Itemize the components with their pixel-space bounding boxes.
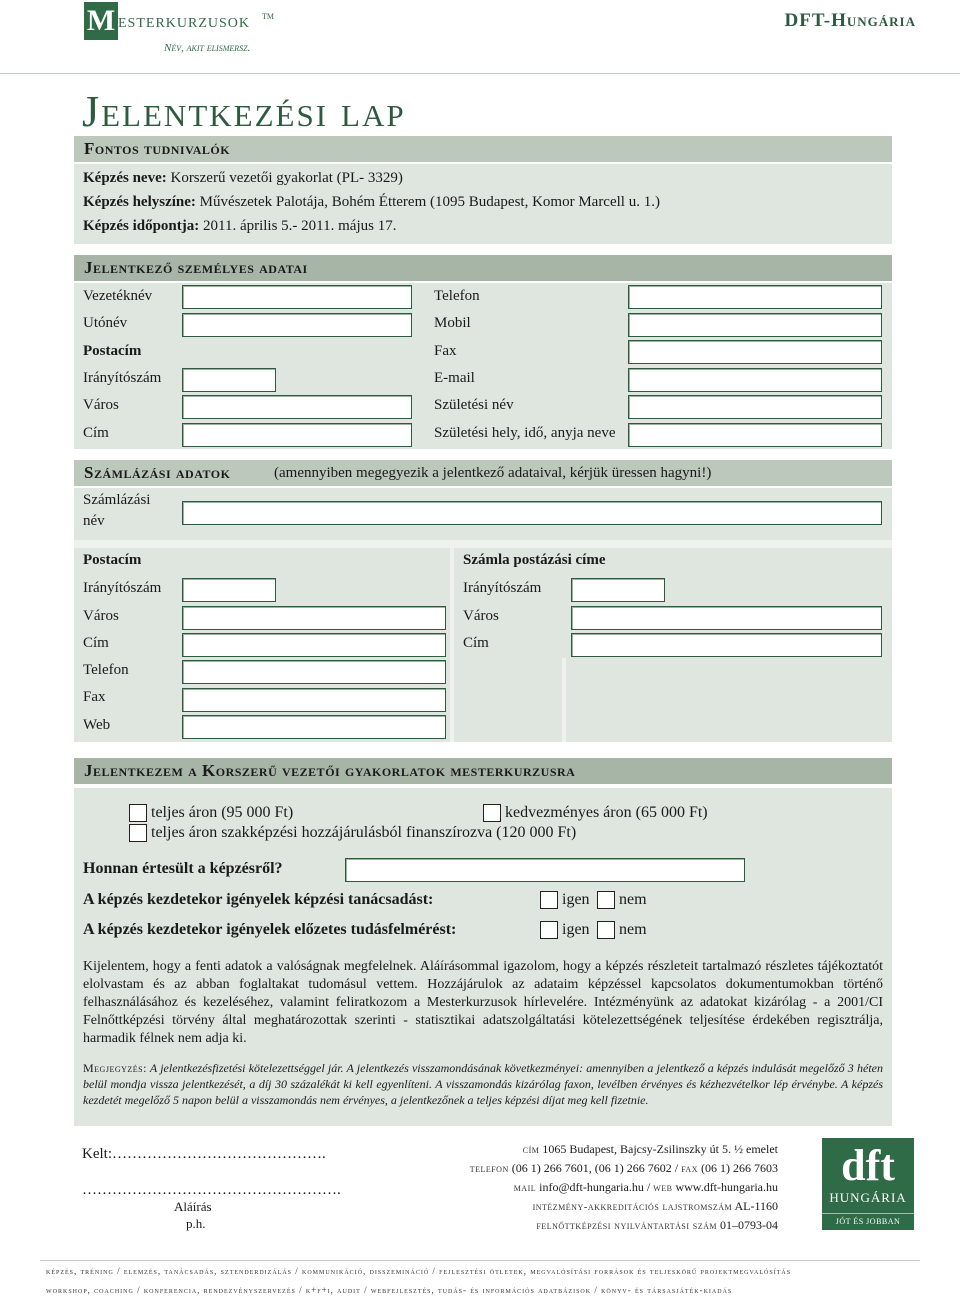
billing-label-varos: Város [83,608,119,624]
vezeteknev-input[interactable] [182,285,412,309]
declaration-text: Kijelentem, hogy a fenti adatok a valóságnak megfelelnek. Aláírásommal igazolom, hogy a képzés részleteit tartalmazó részletes tájékoztatót elolvastam és az abban foglaltakat tudomásul vettem. Hozzájárulok az adataim képzéssel kapcsolatos dokumentumokban történő felhasználásához és kezeléséhez, valamint feliratkozom a Mesterkurzusok hírlevelére. Intézményünk az adatokat kizárólag - a 2001/CI Felnőttképzési törvény által meghatározottak szerinti - statisztikai adatszolgáltatási kötelezettségének teljesítése érdekében regisztrálja, harmadik félnek nem adja ki. [83,959,883,1046]
label-cim: Cím [83,425,109,441]
consulting-yes-checkbox[interactable] [540,891,558,909]
consulting-yes-label: igen [562,891,590,908]
signature-line: ……………………………………………. [82,1182,341,1198]
section-heading-billing: Számlázási adatok (amennyiben megegyezik a jelentkező adataival, kérjük üressen hagyni!) [74,460,892,486]
contact-address: cím 1065 Budapest, Bajcsy-Zsilinszky út 5. ½ emelet [522,1142,778,1156]
label-fax: Fax [434,343,457,359]
mobil-input[interactable] [628,313,882,337]
email-input[interactable] [628,368,882,392]
personal-panel [74,283,892,449]
logo-text: esterkurzusok [118,10,251,32]
label-email: E-mail [434,370,475,386]
page-title: Jelentkezési lap [82,87,406,136]
varos-input[interactable] [182,395,412,419]
szamlazasi-nev-input[interactable] [182,501,882,525]
invoice-cim-input[interactable] [571,633,882,657]
invoice-label-varos: Város [463,608,499,624]
label-szuletesi-hely: Születési hely, idő, anyja neve [434,425,616,441]
billing-cim-input[interactable] [182,633,446,657]
szuletesi-hely-input[interactable] [628,423,882,447]
page-header [0,0,960,74]
option-discount-checkbox[interactable] [483,804,501,822]
label-mobil: Mobil [434,315,471,331]
dft-hungaria-logo: dft HUNGÁRIA JÓT ÉS JOBBAN [822,1138,914,1230]
assessment-no-label: nem [619,921,647,938]
option-funded-checkbox[interactable] [129,824,147,842]
label-szuletesi-nev: Születési név [434,397,514,413]
szuletesi-nev-input[interactable] [628,395,882,419]
label-telefon: Telefon [434,288,480,304]
source-question: Honnan értesült a képzésről? [83,860,283,877]
cim-input[interactable] [182,423,412,447]
logo-slogan: Név, akit elismersz. [164,42,251,54]
invoice-label-cim: Cím [463,635,489,651]
billing-note: (amennyiben megegyezik a jelentkező adataival, kérjük üressen hagyni!) [274,465,712,481]
source-input[interactable] [345,858,745,882]
billing-label-web: Web [83,717,111,733]
invoice-address-heading: Számla postázási címe [463,552,606,568]
billing-panel [74,488,892,742]
info-row-name: Képzés neve: Korszerű vezetői gyakorlat (PL- 3329) [83,170,403,186]
contact-mail: mail info@dft-hungaria.hu / web www.dft-hungaria.hu [513,1180,778,1194]
billing-label-telefon: Telefon [83,662,129,678]
assessment-yes-checkbox[interactable] [540,921,558,939]
option-full-price-checkbox[interactable] [129,804,147,822]
label-iranyitoszam: Irányítószám [83,370,162,386]
label-szamlazasi-nev: Számlázási [83,492,151,508]
label-vezeteknev: Vezetéknév [83,288,153,304]
iranyitoszam-input[interactable] [182,368,276,392]
brand-right: DFT-Hungária [784,10,916,31]
services-line-2: workshop, coaching / konferencia, rendezvényszervezés / k+f+i, audit / webfejlesztés, tudás- és információs adatbázisok / könyv- és társasjáték-kiadás [46,1285,733,1295]
enroll-panel [74,788,892,1126]
contact-phone: telefon (06 1) 266 7601, (06 1) 266 7602 / fax (06 1) 266 7603 [469,1161,778,1175]
utonev-input[interactable] [182,313,412,337]
label-varos: Város [83,397,119,413]
signature-label: Aláírás [174,1199,212,1214]
invoice-label-irsz: Irányítószám [463,580,542,596]
fax-input[interactable] [628,340,882,364]
assessment-no-checkbox[interactable] [597,921,615,939]
label-postacim: Postacím [83,343,142,359]
section-heading-fontos: Fontos tudnivalók [74,136,892,162]
billing-label-cim: Cím [83,635,109,651]
services-line-1: képzés, tréning / elemzés, tanácsadás, sztenderdizálás / kommunikáció, disszemináció / fejlesztési ötletek, megvalósítási források és teljeskörű projektmegvalósítás [46,1266,792,1276]
invoice-irsz-input[interactable] [571,578,665,602]
section-heading-personal: Jelentkező személyes adatai [74,255,892,281]
section-heading-enroll: Jelentkezem a Korszerű vezetői gyakorlatok mesterkurzusra [74,758,892,784]
label-szamlazasi-nev-2: név [83,513,105,529]
kelt-line: Kelt:……………………………………. [82,1146,326,1162]
mesterkurzusok-logo: M [84,2,118,40]
option-discount-label: kedvezményes áron (65 000 Ft) [505,804,708,821]
billing-varos-input[interactable] [182,606,446,630]
label-utonev: Utónév [83,315,128,331]
fontos-panel [74,164,892,244]
logo-trademark: TM [262,12,274,21]
info-row-place: Képzés helyszíne: Művészetek Palotája, Bohém Étterem (1095 Budapest, Komor Marcell u. 1.) [83,194,660,210]
billing-telefon-input[interactable] [182,660,446,684]
assessment-yes-label: igen [562,921,590,938]
invoice-varos-input[interactable] [571,606,882,630]
question-assessment: A képzés kezdetekor igényelek előzetes tudásfelmérést: [83,921,457,938]
billing-web-input[interactable] [182,715,446,739]
consulting-no-checkbox[interactable] [597,891,615,909]
info-row-date: Képzés időpontja: 2011. április 5.- 2011. május 17. [83,218,397,234]
billing-postal-heading: Postacím [83,552,142,568]
option-full-price-label: teljes áron (95 000 Ft) [151,804,294,821]
telefon-input[interactable] [628,285,882,309]
cancellation-note: Megjegyzés: A jelentkezésfizetési kötelezettséggel jár. A jelentkezés visszamondásának következményei: amennyiben a jelentkező a képzés indulását megelőző 3 héten belül mondja vissza jelentkezését, a díj 30 százalékát ki kell egyenlíteni. A visszamondás kizárólag faxon, levélben érvényes és kézhezvételkor lép érvénybe. A képzés kezdetét megelőző 5 napon belül a visszamondás nem érvényes, a jelentkezőnek a teljes képzési díjat meg kell fizetnie. [83,1061,883,1107]
contact-registry: felnőttképzési nyilvántartási szám 01–0793-04 [536,1218,778,1232]
contact-accreditation: intézmény-akkreditációs lajstromszám AL-1160 [532,1199,778,1213]
stamp-label: p.h. [186,1216,206,1231]
billing-fax-input[interactable] [182,688,446,712]
consulting-no-label: nem [619,891,647,908]
billing-irsz-input[interactable] [182,578,276,602]
billing-label-fax: Fax [83,689,106,705]
billing-label-irsz: Irányítószám [83,580,162,596]
question-consulting: A képzés kezdetekor igényelek képzési tanácsadást: [83,891,434,908]
option-funded-label: teljes áron szakképzési hozzájárulásból finanszírozva (120 000 Ft) [151,824,577,841]
